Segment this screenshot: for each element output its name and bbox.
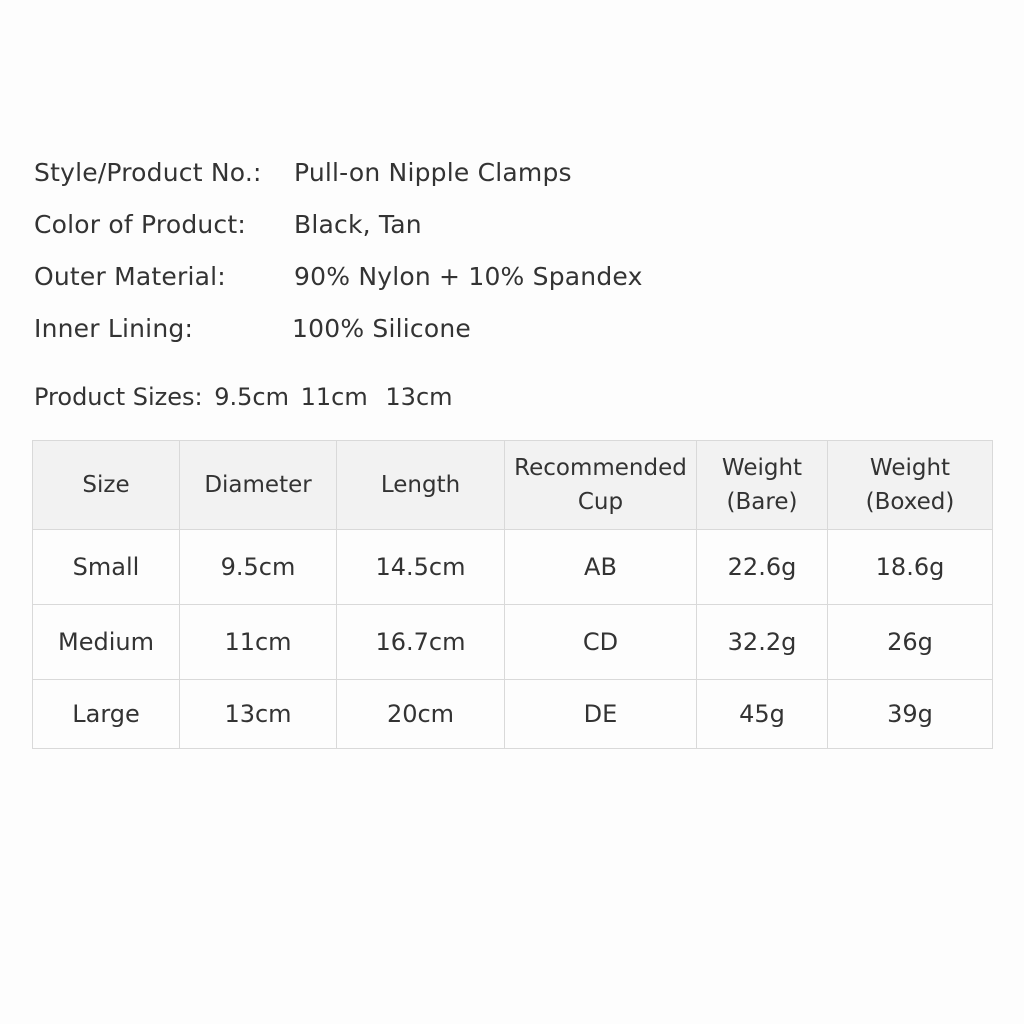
column-header-recommended-cup xyxy=(505,441,697,530)
table-cell: CD xyxy=(505,605,697,680)
table-cell: 22.6g xyxy=(697,530,828,605)
table-row xyxy=(33,530,993,605)
product-sizes-line xyxy=(34,380,453,414)
table-row xyxy=(33,605,993,680)
table-cell: 32.2g xyxy=(697,605,828,680)
header-text: (Bare) xyxy=(726,489,798,515)
column-header-length xyxy=(337,441,505,530)
table-row xyxy=(33,680,993,749)
table-cell: 45g xyxy=(697,680,828,749)
header-text: Weight xyxy=(721,455,803,481)
column-header-diameter xyxy=(180,441,337,530)
spec-label: Outer Material: xyxy=(34,262,226,291)
table-cell: 14.5cm xyxy=(337,530,505,605)
column-header-size xyxy=(33,441,180,530)
table-cell: 20cm xyxy=(337,680,505,749)
spec-value: Black, Tan xyxy=(294,210,422,239)
column-header-weight-bare xyxy=(697,441,828,530)
header-text: Recommended xyxy=(514,455,687,481)
product-size-value: 9.5cm xyxy=(214,383,289,411)
table-header-row xyxy=(33,441,993,530)
table-cell: 39g xyxy=(828,680,993,749)
table-cell: DE xyxy=(505,680,697,749)
spec-value: Pull-on Nipple Clamps xyxy=(294,158,572,187)
spec-label: Color of Product: xyxy=(34,210,247,239)
table-cell: 26g xyxy=(828,605,993,680)
spec-value: 90% Nylon + 10% Spandex xyxy=(294,262,643,291)
table-cell: 11cm xyxy=(180,605,337,680)
table-cell: 18.6g xyxy=(828,530,993,605)
header-text: Weight xyxy=(869,455,951,481)
header-text: Diameter xyxy=(204,472,312,498)
spec-value: 100% Silicone xyxy=(292,314,471,343)
spec-label: Style/Product No.: xyxy=(34,158,262,187)
table-cell: Small xyxy=(33,530,180,605)
table-cell: 13cm xyxy=(180,680,337,749)
table-cell: 9.5cm xyxy=(180,530,337,605)
header-text: (Boxed) xyxy=(865,489,955,515)
header-text: Size xyxy=(82,472,130,498)
header-text: Cup xyxy=(577,489,624,515)
column-header-weight-boxed xyxy=(828,441,993,530)
product-sizes-label: Product Sizes: xyxy=(34,383,203,411)
table-cell: Large xyxy=(33,680,180,749)
table-cell: AB xyxy=(505,530,697,605)
product-size-value: 11cm xyxy=(300,383,368,411)
size-table xyxy=(32,440,993,749)
header-text: Length xyxy=(380,472,461,498)
table-cell: 16.7cm xyxy=(337,605,505,680)
spec-label: Inner Lining: xyxy=(34,314,194,343)
product-size-value: 13cm xyxy=(385,383,453,411)
table-cell: Medium xyxy=(33,605,180,680)
